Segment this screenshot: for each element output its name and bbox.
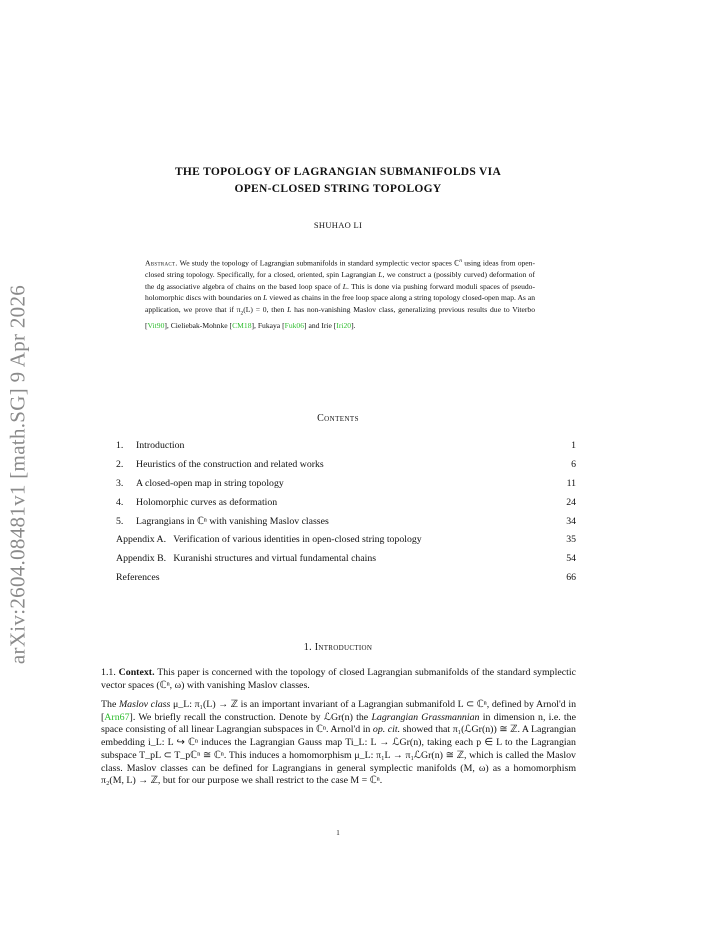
- paragraph-text: ]. We briefly recall the construction. Denote by ℒGr(n) the: [129, 711, 372, 723]
- math-var: L: [287, 304, 292, 314]
- toc-entry-label: Heuristics of the construction and related works: [136, 458, 324, 470]
- toc-entry-label: Lagrangians in ℂⁿ with vanishing Maslov classes: [136, 515, 329, 527]
- abstract: [145, 256, 535, 331]
- toc-entry-number: 4.: [116, 496, 124, 508]
- toc-entry[interactable]: [116, 513, 576, 532]
- toc-entry-label: A closed-open map in string topology: [136, 477, 284, 489]
- toc-entry-label: Appendix B. Kuranishi structures and virtual fundamental chains: [116, 553, 377, 565]
- emphasis: Lagrangian Grassmannian: [371, 711, 480, 723]
- toc-entry-number: 5.: [116, 515, 124, 527]
- page-number: 1: [336, 829, 340, 837]
- citation-link[interactable]: Arn67: [104, 711, 130, 723]
- citation-link[interactable]: CM18: [232, 320, 252, 330]
- toc-entry[interactable]: [116, 531, 576, 550]
- paragraph-text: The: [101, 699, 119, 710]
- paragraph-text: μ_L: π₁(L) → ℤ is an important invariant of a Lagrangian submanifold L ⊂ ℂⁿ, defined by Arnol'd in [: [101, 699, 577, 723]
- toc-entry-page: 1: [571, 440, 576, 451]
- citation-link[interactable]: Iri20: [336, 320, 352, 330]
- abstract-text: ], Fukaya [: [251, 320, 285, 330]
- toc-entry-page: 54: [566, 553, 576, 565]
- title-line-1: THE TOPOLOGY OF LAGRANGIAN SUBMANIFOLDS VIA: [174, 166, 502, 178]
- section-heading: [100, 642, 576, 653]
- abstract-label: Abstract.: [145, 258, 178, 268]
- paragraph-text: This paper is concerned with the topology of closed Lagrangian submanifolds of the standard symplectic vector spaces (ℂⁿ, ω) with vanishing Maslov classes.: [101, 667, 576, 691]
- abstract-text: ] and Irie [: [304, 320, 337, 330]
- toc-entry[interactable]: [116, 569, 576, 588]
- author: SHUHAO LI: [313, 220, 363, 230]
- toc-entry-page: 66: [566, 572, 576, 584]
- subsection-number: 1.1.: [101, 667, 116, 678]
- toc-entry-number: 1.: [116, 440, 124, 451]
- abstract-text: viewed as chains in the free loop space along a string topology closed-open map. As an application, we prove that if π: [145, 293, 536, 314]
- abstract-text: using ideas from open-closed string topology. Specifically, for a closed, oriented, spin Lagrangian: [145, 258, 535, 280]
- abstract-text: (L) = 0, then: [243, 304, 288, 314]
- toc-entry-label: Introduction: [136, 440, 185, 451]
- paragraph-text: showed that π₁(ℒGr(n)) ≅ ℤ. A Lagrangian embedding i_L: L ↪ ℂⁿ induces the Lagrangian Gauss map Ti_L: L → ℒGr(n), taking each p ∈ L to the Lagrangian subspace T_pL ⊂ T_pℂⁿ ≅ ℂⁿ. This induces a homomorphism μ_L: π₁L → π₁ℒGr(n) ≅ ℤ, which is called the Maslov class. Maslov classes can be defined for Lagrangians in general symplectic manifolds (M, ω) as a homomorphism π₂(M, L) → ℤ, but for our purpose we shall restrict to the case M = ℂⁿ.: [101, 724, 576, 787]
- toc-entry[interactable]: [116, 494, 576, 513]
- abstract-text: , we construct a (possibly curved) deformation of the dg associative algebra of chains on the based loop space of: [145, 270, 535, 291]
- paper-title: [100, 164, 576, 198]
- abstract-sup-n: n: [459, 258, 463, 264]
- toc-entry-label: Holomorphic curves as deformation: [136, 496, 278, 508]
- toc-entry-label: References: [116, 572, 160, 584]
- math-sub: 2: [240, 310, 244, 317]
- contents-heading: Contents: [317, 413, 359, 424]
- arxiv-stamp-text: arXiv:2604.08481v1 [math.SG] 9 Apr 2026: [5, 284, 30, 665]
- toc-entry-page: 24: [566, 496, 576, 508]
- section-title: Introduction: [314, 642, 373, 653]
- toc-entry-page: 6: [571, 458, 576, 470]
- subsection-title: Context.: [118, 667, 155, 678]
- toc-entry[interactable]: [116, 437, 576, 456]
- toc-entry-number: 2.: [116, 458, 124, 470]
- abstract-text: ], Cieliebak-Mohnke [: [164, 320, 233, 330]
- toc-entry[interactable]: [116, 456, 576, 475]
- math-var: L: [342, 281, 347, 291]
- paragraph-maslov: [101, 699, 576, 788]
- toc-entry-page: 34: [566, 515, 576, 527]
- abstract-text: . This is done via pushing forward moduli spaces of pseudo-holomorphic discs with boundaries on: [145, 281, 535, 303]
- emphasis: op. cit.: [372, 724, 401, 736]
- toc-entry-page: 11: [566, 477, 576, 489]
- paragraph-context: [101, 667, 576, 692]
- toc-entry-page: 35: [566, 534, 576, 546]
- citation-link[interactable]: Vit90: [147, 320, 165, 330]
- title-line-2: OPEN-CLOSED STRING TOPOLOGY: [234, 183, 442, 195]
- abstract-text: We study the topology of Lagrangian submanifolds in standard symplectic vector spaces ℂ: [177, 258, 460, 268]
- citation-link[interactable]: Fuk06: [284, 320, 305, 330]
- abstract-text: has non-vanishing Maslov class, generalizing previous results due to Viterbo [: [145, 304, 535, 330]
- paragraph-text: in dimension n, i.e. the space consisting of all linear Lagrangian subspaces in ℂⁿ. Arnol'd in: [101, 711, 576, 736]
- abstract-text: ].: [351, 320, 356, 330]
- toc-entry-number: 3.: [116, 477, 124, 489]
- toc-entry[interactable]: [116, 475, 576, 494]
- emphasis: Maslov class: [118, 699, 171, 710]
- section-number: 1.: [303, 642, 312, 653]
- math-var: L: [378, 270, 383, 280]
- toc-entry-label: Appendix A. Verification of various identities in open-closed string topology: [116, 534, 422, 546]
- math-var: L: [263, 293, 268, 303]
- toc-entry[interactable]: [116, 550, 576, 569]
- table-of-contents: [116, 437, 576, 588]
